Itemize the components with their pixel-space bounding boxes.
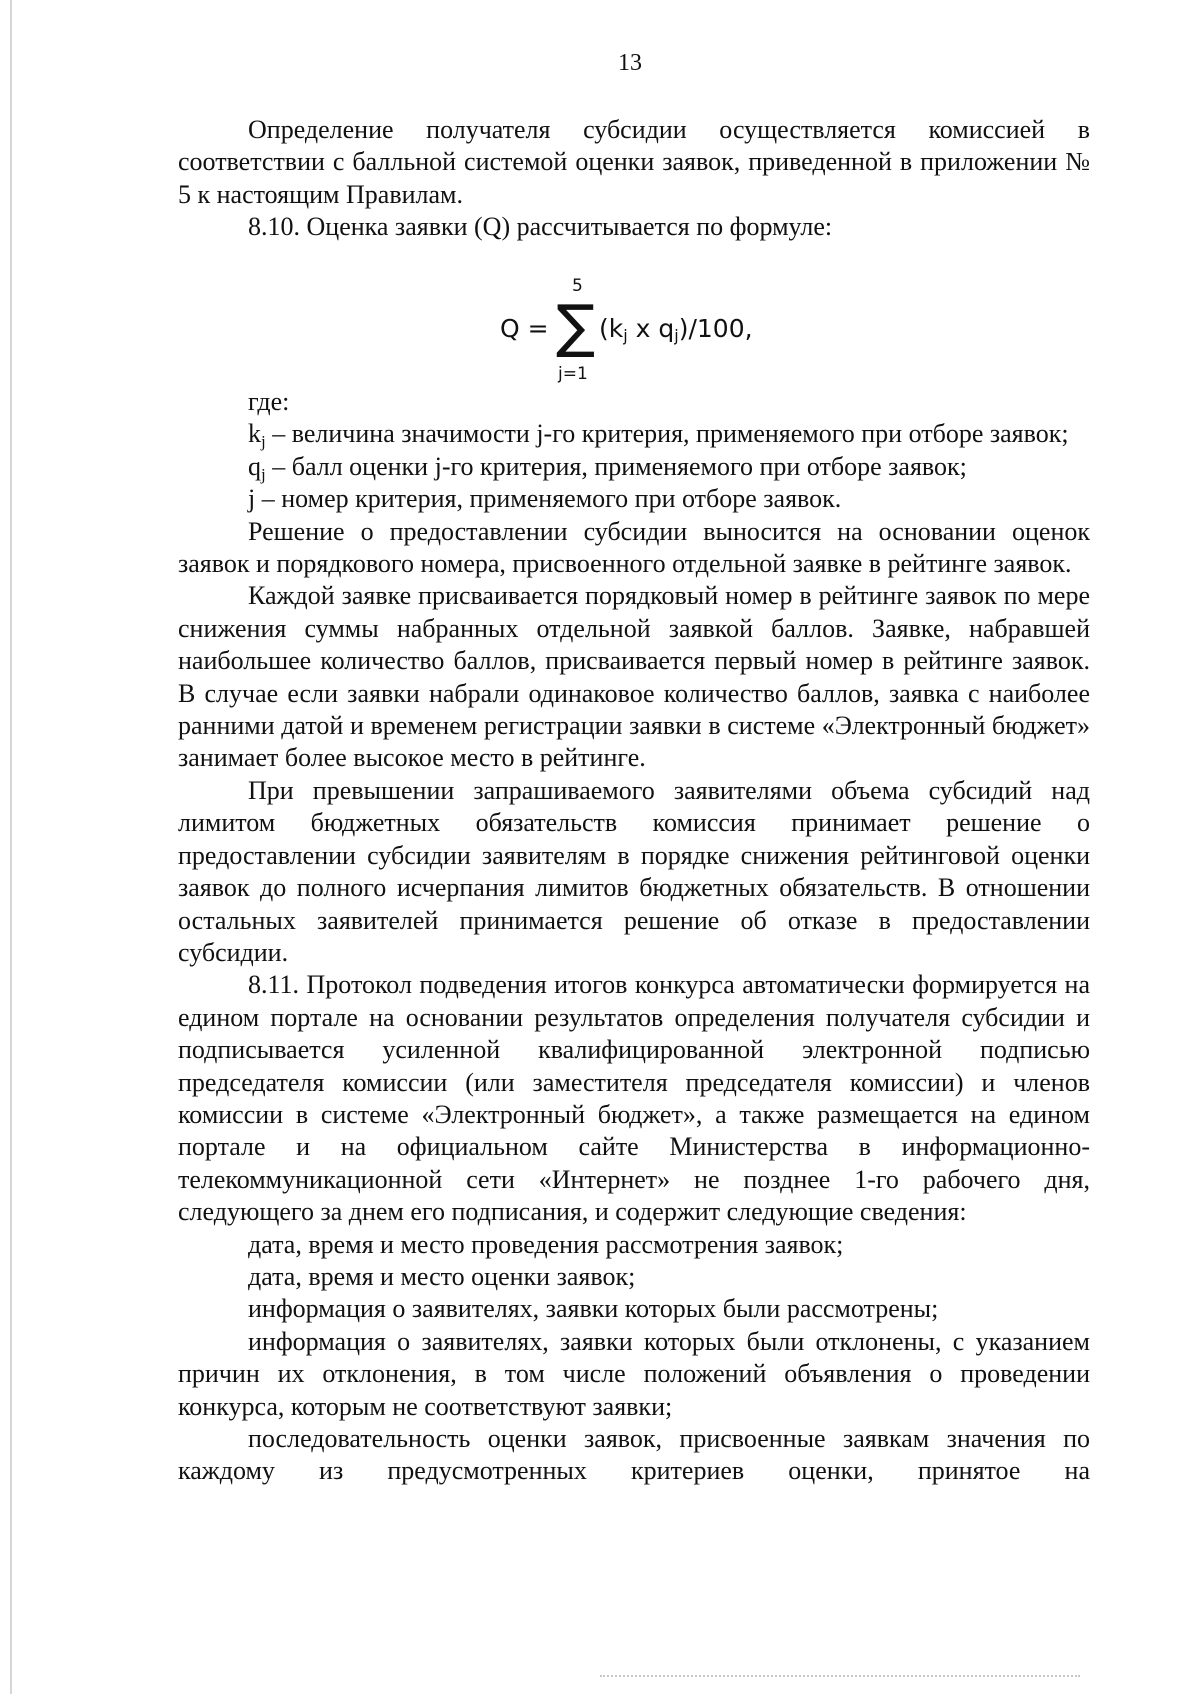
formula-upper-limit: 5 <box>572 276 583 296</box>
list-item-evaluation-date: дата, время и место оценки заявок; <box>248 1261 636 1291</box>
k-letter: k <box>248 419 261 449</box>
formula-mult: x q <box>627 314 675 343</box>
q-subscript: j <box>261 464 266 484</box>
definition-q <box>178 451 1090 483</box>
formula-k-sub: j <box>623 326 628 345</box>
k-definition-text: – величина значимости j-го критерия, применяемого при отборе заявок; <box>265 419 1069 449</box>
where-label: где: <box>248 387 290 416</box>
page-number: 13 <box>618 50 642 76</box>
paragraph-rating: Каждой заявке присваивается порядковый номер в рейтинге заявок по мере снижения суммы набранных отдельной заявкой баллов. Заявке, набравшей наибольшее количество баллов, присваивается первый номер в рейтинге заявок. В случае если заявки набрали одинаковое количество баллов, заявка с наиболее ранними датой и временем регистрации заявки в системе «Электронный бюджет» занимает более высокое место в рейтинге. <box>178 581 1090 773</box>
list-item-reviewed-applicants: информация о заявителях, заявки которых были рассмотрены; <box>248 1294 939 1324</box>
formula-lhs: Q = <box>500 314 549 343</box>
formula-lower-limit: j=1 <box>558 364 588 384</box>
definition-k <box>178 418 1090 450</box>
list-item-rejected-applicants: информация о заявителях, заявки которых были отклонены, с указанием причин их отклонения, в том числе положений объявления о проведении конкурса, которым не соответствуют заявки; <box>178 1326 1090 1421</box>
formula-open: (k <box>599 314 624 343</box>
paragraph-8-11-protocol: 8.11. Протокол подведения итогов конкурса автоматически формируется на едином портале на основании результатов определения получателя субсидии и подписывается усиленной квалифицированной электронной подписью председателя комиссии (или заместителя председателя комиссии) и членов комиссии в системе «Электронный бюджет», а также размещается на едином портале и на официальном сайте Министерства в информационно-телекоммуникационной сети «Интернет» не позднее 1-го рабочего дня, следующего за днем его подписания, и содержит следующие сведения: <box>178 970 1090 1227</box>
scan-edge <box>10 0 12 1694</box>
score-formula <box>500 276 800 386</box>
paragraph-recipient-determination: Определение получателя субсидии осуществляется комиссией в соответствии с балльной системой оценки заявок, приведенной в приложении № 5 к настоящим Правилам. <box>178 115 1090 209</box>
formula-body <box>599 314 753 343</box>
list-item-evaluation-sequence: последовательность оценки заявок, присвоенные заявкам значения по каждому из предусмотренных критериев оценки, принятое на <box>178 1424 1090 1486</box>
paragraph-excess: При превышении запрашиваемого заявителями объема субсидий над лимитом бюджетных обязательств комиссия принимает решение о предоставлении субсидии заявителям в порядке снижения рейтинговой оценки заявок до полного исчерпания лимитов бюджетных обязательств. В отношении остальных заявителей принимается решение об отказе в предоставлении субсидии. <box>178 775 1090 967</box>
main-text-block <box>178 386 1090 1488</box>
formula-close: )/100, <box>678 314 753 343</box>
scan-bottom-artifact <box>600 1675 1080 1677</box>
formula-q-sub: j <box>674 326 679 345</box>
paragraph-decision: Решение о предоставлении субсидии выносится на основании оценок заявок и порядкового номера, присвоенного отдельной заявке в рейтинге заявок. <box>178 516 1090 579</box>
q-definition-text: – балл оценки j-го критерия, применяемого при отборе заявок; <box>265 451 967 481</box>
q-letter: q <box>248 451 261 481</box>
definition-j: j – номер критерия, применяемого при отборе заявок. <box>248 484 842 514</box>
intro-block <box>178 114 1090 244</box>
sum-symbol: ∑ <box>556 292 596 360</box>
k-subscript: j <box>261 432 266 452</box>
list-item-review-date: дата, время и место проведения рассмотрения заявок; <box>248 1229 844 1259</box>
paragraph-8-10-heading: 8.10. Оценка заявки (Q) рассчитывается по формуле: <box>248 212 833 242</box>
